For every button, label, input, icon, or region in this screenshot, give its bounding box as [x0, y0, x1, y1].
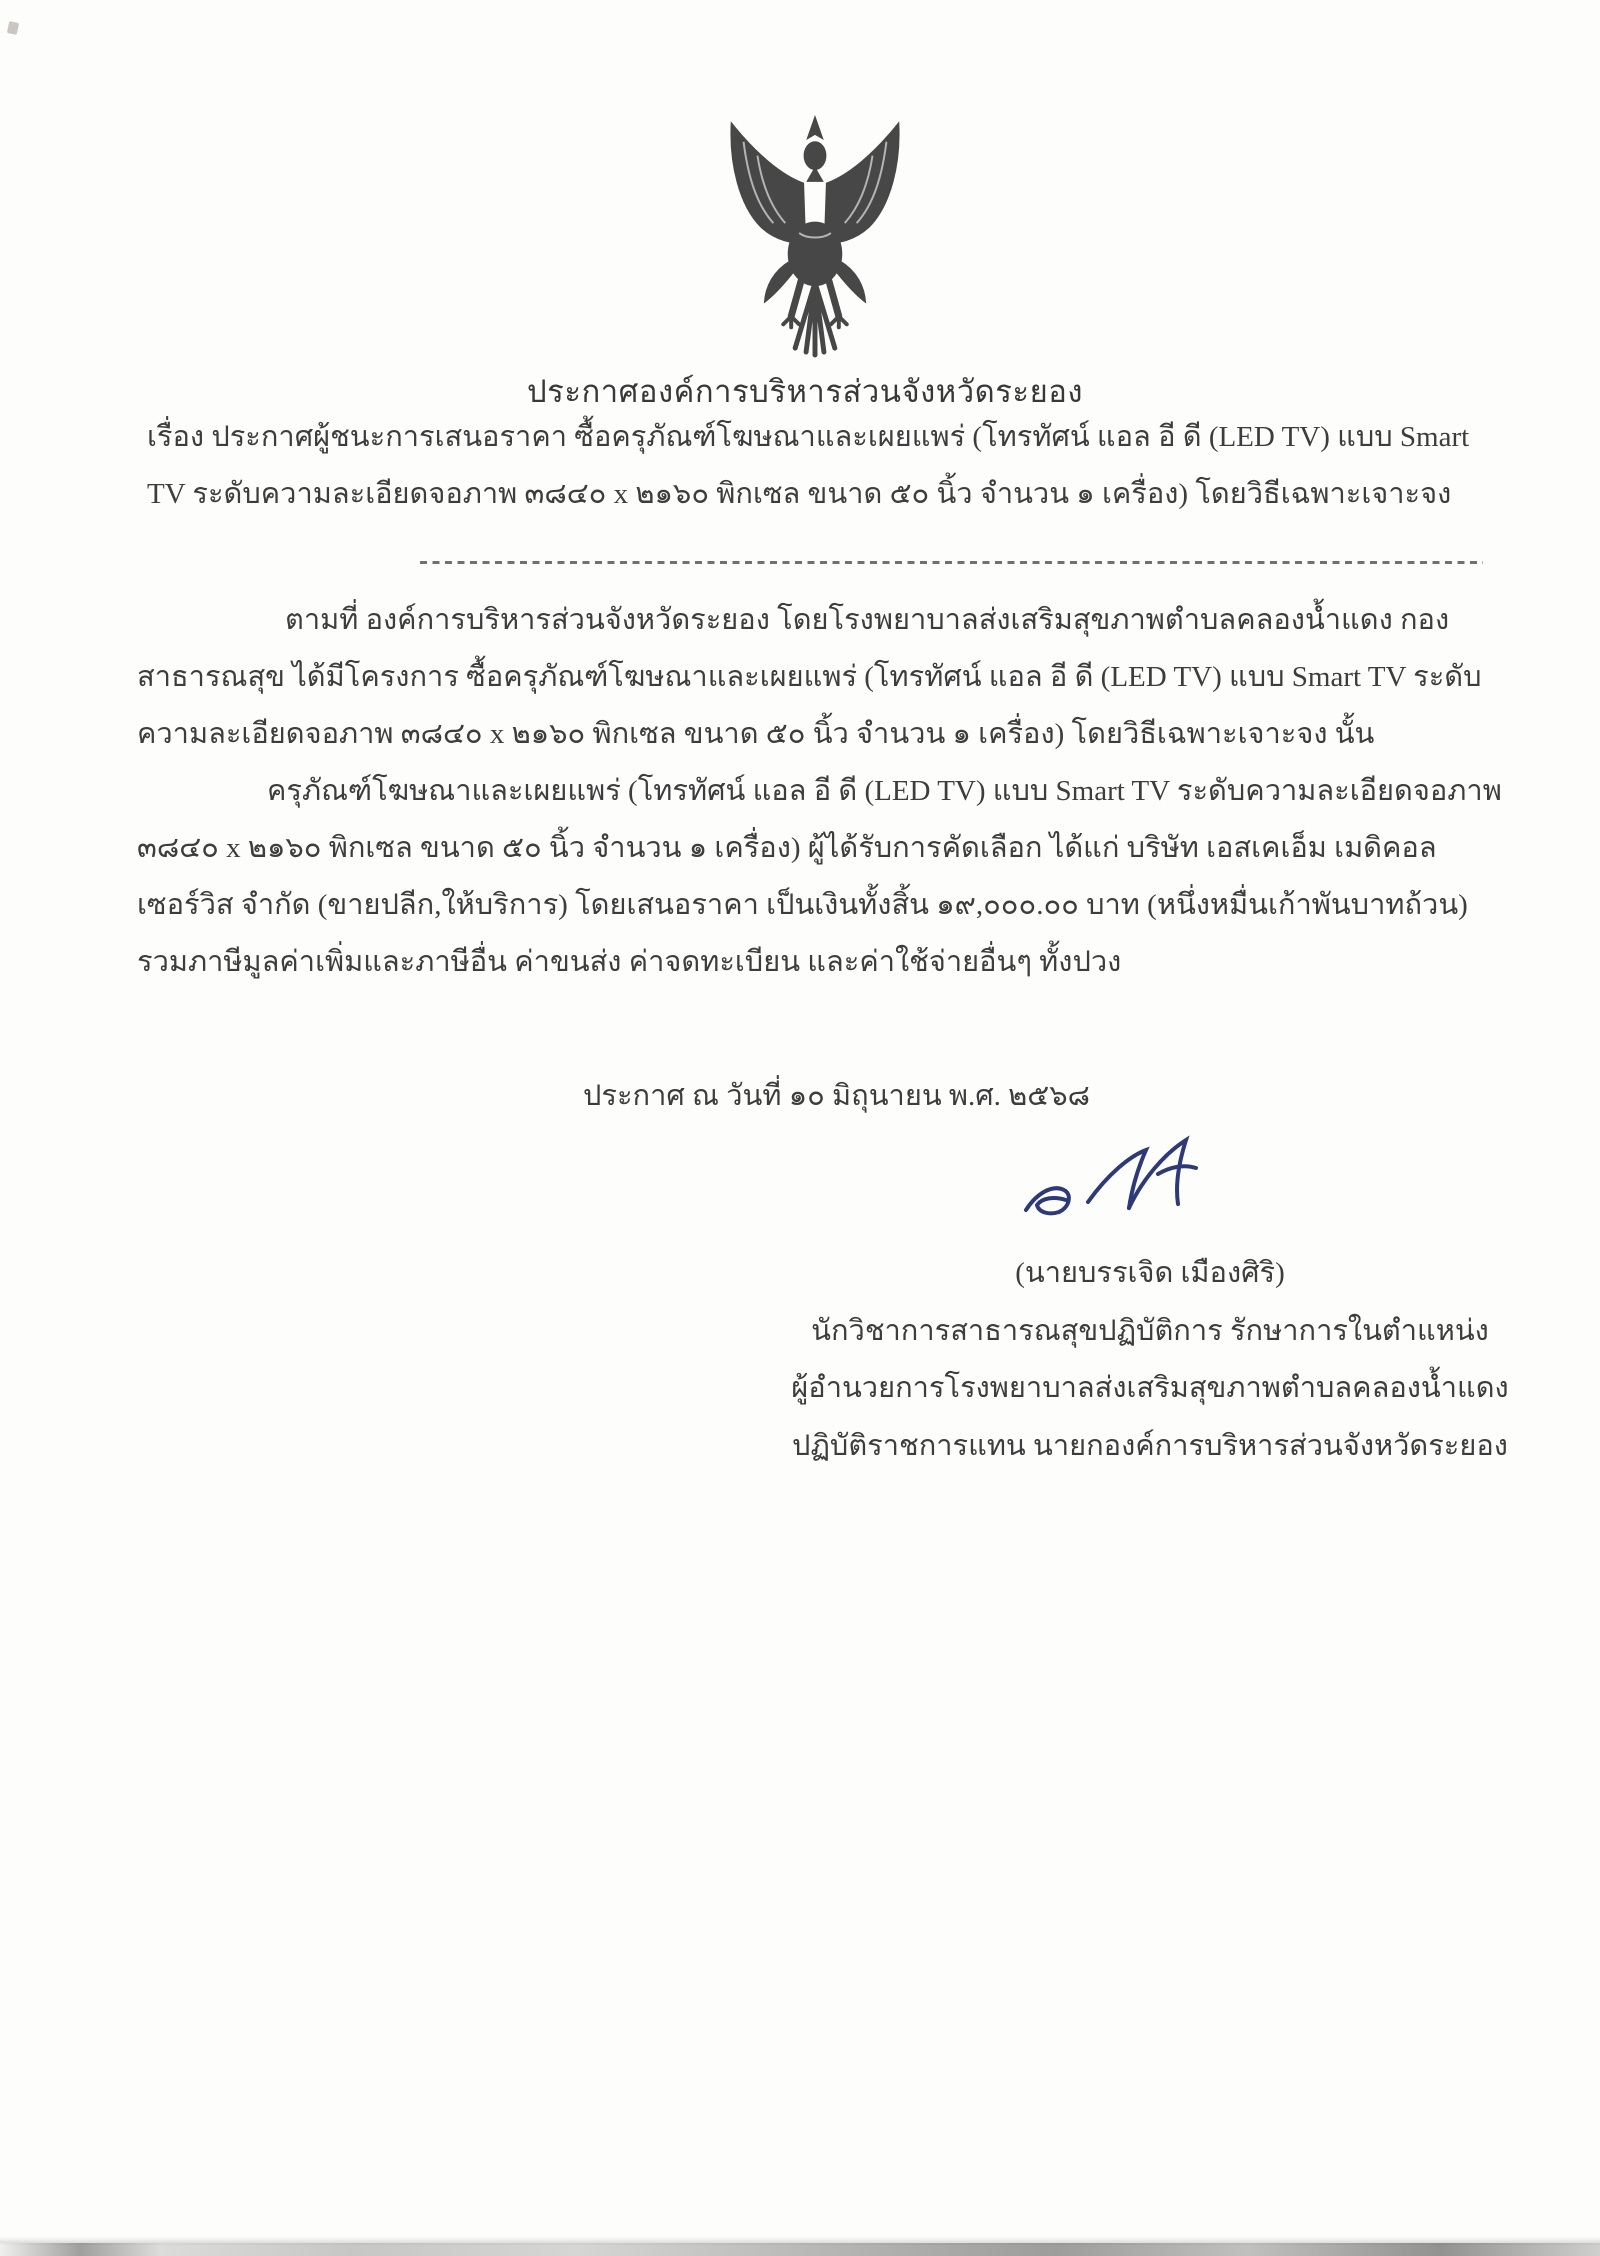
paragraph1-line-1: ตามที่ องค์การบริหารส่วนจังหวัดระยอง โดยโรงพยาบาลส่งเสริมสุขภาพตำบลคลองน้ำแดง กอง [285, 604, 1450, 636]
signer-name: (นายบรรเจิด เมืองศิริ) [1015, 1257, 1285, 1289]
paragraph1-line-3: ความละเอียดจอภาพ ๓๘๔๐ x ๒๑๖๐ พิกเซล ขนาด ๕๐ นิ้ว จำนวน ๑ เครื่อง) โดยวิธีเฉพาะเจาะจง นั้น [137, 718, 1375, 750]
scan-artifact [7, 21, 19, 35]
announcement-date-line: ประกาศ ณ วันที่ ๑๐ มิถุนายน พ.ศ. ๒๕๖๘ [583, 1080, 1091, 1112]
signer-position-2: ผู้อำนวยการโรงพยาบาลส่งเสริมสุขภาพตำบลคลองน้ำแดง [791, 1372, 1509, 1404]
subject-line-1: เรื่อง ประกาศผู้ชนะการเสนอราคา ซื้อครุภัณฑ์โฆษณาและเผยแพร่ (โทรทัศน์ แอล อี ดี (LED TV) แบบ Smart [147, 421, 1470, 453]
signer-block [735, 1248, 1565, 1478]
subject-line-2: TV ระดับความละเอียดจอภาพ ๓๘๔๐ x ๒๑๖๐ พิกเซล ขนาด ๕๐ นิ้ว จำนวน ๑ เครื่อง) โดยวิธีเฉพาะเจาะจง [147, 478, 1452, 510]
paragraph2-line-3: เซอร์วิส จำกัด (ขายปลีก,ให้บริการ) โดยเสนอราคา เป็นเงินทั้งสิ้น ๑๙,๐๐๐.๐๐ บาท (หนึ่งหมื่นเก้าพันบาทถ้วน) [137, 889, 1468, 921]
paragraph1-line-2: สาธารณสุข ได้มีโครงการ ซื้อครุภัณฑ์โฆษณาและเผยแพร่ (โทรทัศน์ แอล อี ดี (LED TV) แบบ Smart TV ระดับ [137, 661, 1482, 693]
paragraph2-line-2: ๓๘๔๐ x ๒๑๖๐ พิกเซล ขนาด ๕๐ นิ้ว จำนวน ๑ เครื่อง) ผู้ได้รับการคัดเลือก ได้แก่ บริษัท เอสเคเอ็ม เมดิคอล [137, 832, 1437, 864]
handwritten-signature [1008, 1122, 1258, 1240]
scan-edge-band [0, 2243, 1600, 2256]
dashed-separator [420, 561, 1483, 564]
document-body [137, 594, 1502, 993]
paragraph2-line-1: ครุภัณฑ์โฆษณาและเผยแพร่ (โทรทัศน์ แอล อี ดี (LED TV) แบบ Smart TV ระดับความละเอียดจอภาพ [267, 775, 1502, 807]
signer-position-3: ปฏิบัติราชการแทน นายกองค์การบริหารส่วนจังหวัดระยอง [792, 1429, 1508, 1462]
garuda-emblem-icon [695, 112, 935, 360]
paragraph2-line-4: รวมภาษีมูลค่าเพิ่มและภาษีอื่น ค่าขนส่ง ค่าจดทะเบียน และค่าใช้จ่ายอื่นๆ ทั้งปวง [137, 946, 1122, 978]
signer-position-1: นักวิชาการสาธารณสุขปฏิบัติการ รักษาการในตำแหน่ง [811, 1314, 1489, 1347]
document-title: ประกาศองค์การบริหารส่วนจังหวัดระยอง [527, 374, 1083, 409]
subject-section [147, 412, 1492, 526]
